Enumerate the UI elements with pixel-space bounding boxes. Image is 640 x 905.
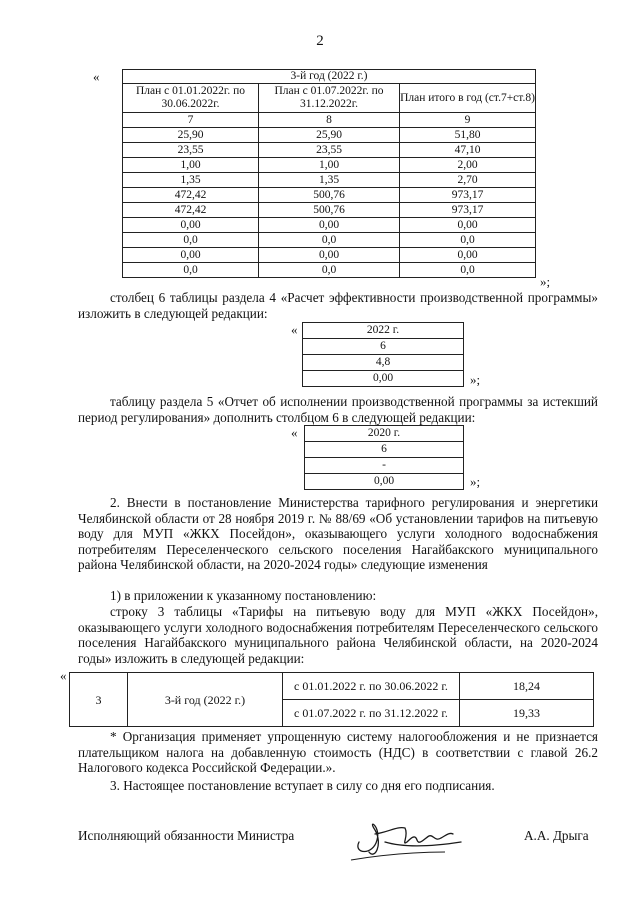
cell: - xyxy=(305,458,464,474)
column-6-table xyxy=(302,322,464,387)
paragraph-item-2 xyxy=(78,495,598,573)
tariff-value: 19,33 xyxy=(460,700,594,727)
open-quote: « xyxy=(93,69,100,84)
cell: 47,10 xyxy=(400,143,536,158)
cell: 0,0 xyxy=(400,263,536,278)
close-quote: »; xyxy=(540,274,551,289)
cell: 1,00 xyxy=(259,158,400,173)
cell: 0,0 xyxy=(123,263,259,278)
cell: 25,90 xyxy=(123,128,259,143)
cell: 973,17 xyxy=(400,203,536,218)
tariff-row-table xyxy=(69,672,594,727)
table-title: 3-й год (2022 г.) xyxy=(123,70,536,84)
table-row xyxy=(123,248,536,263)
column-number: 7 xyxy=(123,113,259,128)
handwritten-signature xyxy=(345,812,465,864)
paragraph-text: столбец 6 таблицы раздела 4 «Расчет эффективности производственной программы» изложить в следующей редакции: xyxy=(78,290,598,321)
table-row xyxy=(123,173,536,188)
cell: 23,55 xyxy=(123,143,259,158)
cell: 2,00 xyxy=(400,158,536,173)
close-quote: »; xyxy=(470,372,481,387)
cell: 6 xyxy=(303,339,464,355)
paragraph-row-3 xyxy=(78,604,598,666)
signatory-name: А.А. Дрыга xyxy=(524,828,589,843)
cell: 23,55 xyxy=(259,143,400,158)
paragraph-text: 3. Настоящее постановление вступает в силу со дня его подписания. xyxy=(110,778,495,793)
cell: 0,00 xyxy=(259,248,400,263)
paragraph-text: 2. Внести в постановление Министерства тарифного регулирования и энергетики Челябинской области от 28 ноября 2019 г. № 88/69 «Об установлении тарифов на питьевую воду для МУП «ЖКХ Посейдон», оказывающего услуги холодного водоснабжения потребителям Переселенческого сельского поселения Нагайбакского муниципального района Челябинской области, на 2020-2024 годы» следующие изменения xyxy=(78,495,598,572)
cell: 2,70 xyxy=(400,173,536,188)
cell: 0,00 xyxy=(305,474,464,490)
paragraph-item-2-1 xyxy=(78,588,598,604)
open-quote: « xyxy=(291,425,298,440)
paragraph-column-6 xyxy=(78,290,598,321)
cell: 2020 г. xyxy=(305,426,464,442)
column-number: 9 xyxy=(400,113,536,128)
table-row xyxy=(123,218,536,233)
table-row xyxy=(123,263,536,278)
cell: 0,00 xyxy=(400,218,536,233)
open-quote: « xyxy=(60,668,67,683)
open-quote: « xyxy=(291,322,298,337)
cell: 0,0 xyxy=(123,233,259,248)
paragraph-text: строку 3 таблицы «Тарифы на питьевую воду для МУП «ЖКХ Посейдон», оказывающего услуги холодного водоснабжения потребителям Переселенческого сельского поселения Нагайбакского муниципального района Челябинской области, на 2020-2024 годы» изложить в следующей редакции: xyxy=(78,604,598,666)
paragraph-item-3 xyxy=(78,778,598,794)
cell: 1,35 xyxy=(123,173,259,188)
page-number: 2 xyxy=(316,33,324,49)
cell: 2022 г. xyxy=(303,323,464,339)
cell: 25,90 xyxy=(259,128,400,143)
cell: 0,00 xyxy=(303,371,464,387)
paragraph-text: таблицу раздела 5 «Отчет об исполнении производственной программы за истекший период регулирования» дополнить столбцом 6 в следующей редакции: xyxy=(78,394,598,425)
period-cell: с 01.07.2022 г. по 31.12.2022 г. xyxy=(283,700,460,727)
cell: 0,00 xyxy=(400,248,536,263)
cell: 973,17 xyxy=(400,188,536,203)
cell: 0,00 xyxy=(123,218,259,233)
table-row xyxy=(123,158,536,173)
footnote xyxy=(78,729,598,776)
signatory-position: Исполняющий обязанности Министра xyxy=(78,828,295,843)
plan-table-2022 xyxy=(122,69,536,278)
cell: 472,42 xyxy=(123,188,259,203)
cell: 0,00 xyxy=(259,218,400,233)
table-row xyxy=(123,143,536,158)
column-header: План с 01.07.2022г. по 31.12.2022г. xyxy=(259,84,400,113)
table-row xyxy=(123,203,536,218)
cell: 1,00 xyxy=(123,158,259,173)
cell: 0,0 xyxy=(259,263,400,278)
report-column-6-table xyxy=(304,425,464,490)
cell: 6 xyxy=(305,442,464,458)
cell: 472,42 xyxy=(123,203,259,218)
paragraph-report-table xyxy=(78,394,598,425)
cell: 51,80 xyxy=(400,128,536,143)
row-number: 3 xyxy=(70,673,128,727)
table-row xyxy=(123,233,536,248)
column-number: 8 xyxy=(259,113,400,128)
cell: 1,35 xyxy=(259,173,400,188)
cell: 500,76 xyxy=(259,203,400,218)
paragraph-text: * Организация применяет упрощенную систему налогообложения и не признается плательщиком налога на добавленную стоимость (НДС) в соответствии с главой 26.2 Налогового кодекса Российской Федерации.». xyxy=(78,729,598,775)
period-cell: с 01.01.2022 г. по 30.06.2022 г. xyxy=(283,673,460,700)
table-row xyxy=(123,128,536,143)
paragraph-text: 1) в приложении к указанному постановлению: xyxy=(110,588,377,603)
cell: 0,00 xyxy=(123,248,259,263)
cell: 0,0 xyxy=(259,233,400,248)
close-quote: »; xyxy=(470,474,481,489)
cell: 500,76 xyxy=(259,188,400,203)
column-header: План итого в год (ст.7+ст.8) xyxy=(400,84,536,113)
column-header: План с 01.01.2022г. по 30.06.2022г. xyxy=(123,84,259,113)
table-row xyxy=(123,188,536,203)
tariff-value: 18,24 xyxy=(460,673,594,700)
cell: 0,0 xyxy=(400,233,536,248)
cell: 4,8 xyxy=(303,355,464,371)
year-cell: 3-й год (2022 г.) xyxy=(128,673,283,727)
